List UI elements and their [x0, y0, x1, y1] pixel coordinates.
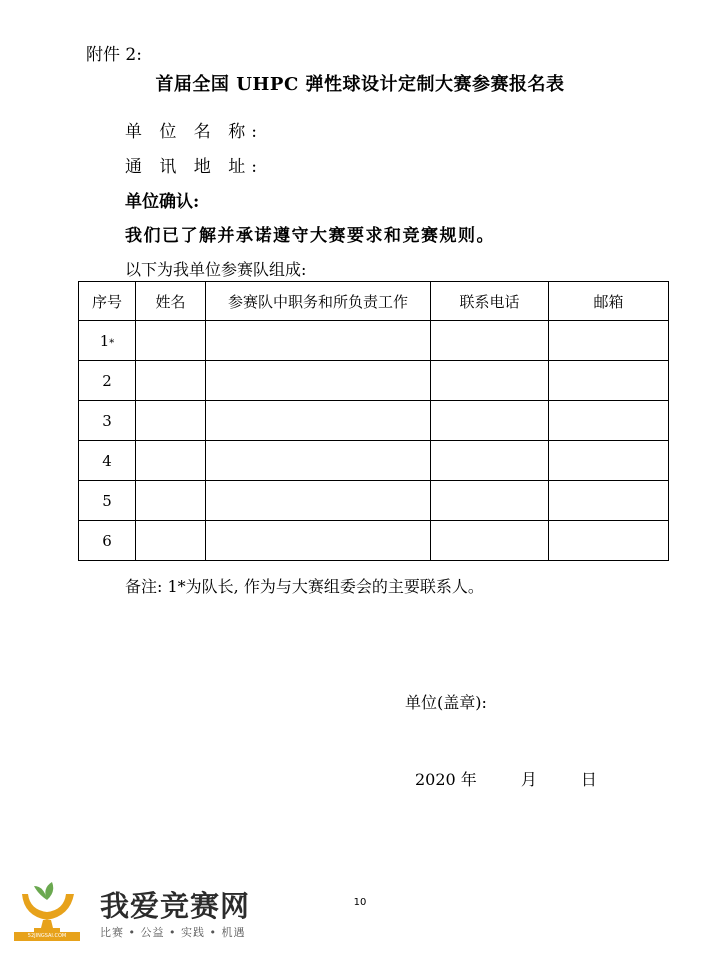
address-field: 通 讯 地 址: [125, 157, 263, 177]
row-index: 2 [79, 361, 136, 401]
table-row [79, 521, 669, 561]
role-cell[interactable] [206, 521, 431, 561]
pledge-statement: 我们已了解并承诺遵守大赛要求和竞赛规则。 [125, 226, 495, 246]
date-line [415, 767, 597, 790]
logo-tagline: 比赛 • 公益 • 实践 • 机遇 [100, 926, 246, 939]
attachment-label: 附件 2: [86, 45, 142, 65]
header-index: 序号 [79, 282, 136, 321]
logo-name: 我爱竞赛网 [100, 889, 251, 923]
email-cell[interactable] [549, 441, 669, 481]
footnote: 备注: 1*为队长, 作为与大赛组委会的主要联系人。 [125, 577, 484, 596]
header-role: 参赛队中职务和所负责工作 [206, 282, 431, 321]
row-index [79, 321, 136, 361]
row-index: 3 [79, 401, 136, 441]
registration-table [78, 281, 669, 561]
phone-cell[interactable] [431, 481, 549, 521]
role-cell[interactable] [206, 441, 431, 481]
row-index: 6 [79, 521, 136, 561]
phone-cell[interactable] [431, 401, 549, 441]
date-month: 月 [520, 770, 537, 789]
unit-name-field: 单 位 名 称: [125, 122, 263, 142]
captain-mark: * [109, 337, 115, 349]
table-row [79, 361, 669, 401]
name-cell[interactable] [136, 441, 206, 481]
logo-domain: 52JINGSAI.COM [14, 932, 80, 941]
trophy-icon [14, 880, 84, 934]
table-row [79, 441, 669, 481]
phone-cell[interactable] [431, 441, 549, 481]
header-name: 姓名 [136, 282, 206, 321]
email-cell[interactable] [549, 321, 669, 361]
role-cell[interactable] [206, 481, 431, 521]
row-number: 1 [99, 331, 110, 350]
phone-cell[interactable] [431, 361, 549, 401]
table-row [79, 401, 669, 441]
role-cell[interactable] [206, 361, 431, 401]
email-cell[interactable] [549, 481, 669, 521]
date-year: 2020 年 [415, 770, 477, 789]
site-logo [14, 880, 254, 942]
page-number: 10 [353, 897, 367, 908]
header-email: 邮箱 [549, 282, 669, 321]
row-index: 4 [79, 441, 136, 481]
header-phone: 联系电话 [431, 282, 549, 321]
phone-cell[interactable] [431, 321, 549, 361]
team-intro: 以下为我单位参赛队组成: [125, 260, 307, 279]
table-header-row [79, 282, 669, 321]
name-cell[interactable] [136, 481, 206, 521]
name-cell[interactable] [136, 521, 206, 561]
confirm-heading: 单位确认: [125, 192, 200, 212]
name-cell[interactable] [136, 321, 206, 361]
role-cell[interactable] [206, 321, 431, 361]
email-cell[interactable] [549, 521, 669, 561]
email-cell[interactable] [549, 401, 669, 441]
row-index: 5 [79, 481, 136, 521]
table-row [79, 481, 669, 521]
name-cell[interactable] [136, 401, 206, 441]
email-cell[interactable] [549, 361, 669, 401]
table-row [79, 321, 669, 361]
stamp-label: 单位(盖章): [405, 693, 487, 712]
role-cell[interactable] [206, 401, 431, 441]
date-day: 日 [580, 770, 597, 789]
phone-cell[interactable] [431, 521, 549, 561]
name-cell[interactable] [136, 361, 206, 401]
page-title: 首届全国 UHPC 弹性球设计定制大赛参赛报名表 [155, 74, 565, 95]
